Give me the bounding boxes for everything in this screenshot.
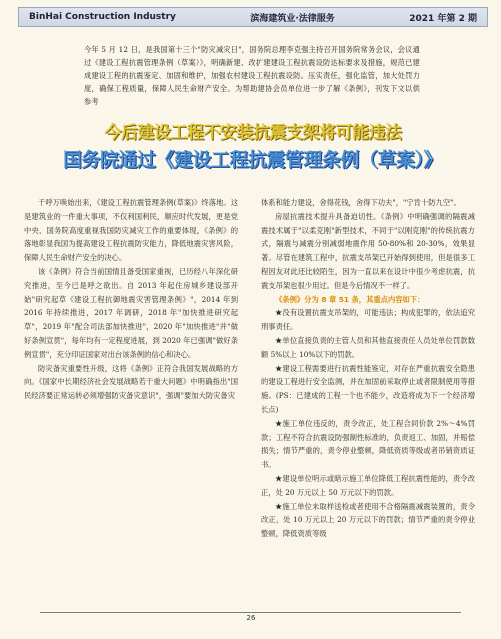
header-section-name: 滨海建筑业·法律服务 — [250, 13, 335, 24]
header-journal-name: BinHai Construction Industry — [29, 12, 176, 22]
page-header — [18, 7, 488, 27]
right-paragraph-3: ★没有设置抗震支吊架的，可能违法；构成犯罪的，依法追究刑事责任。 — [261, 308, 475, 332]
right-paragraph-2: 房屋抗震技术提升具备迫切性。《条例》中明确强调的隔震减震技术属于"以柔克刚"新型技术，不同于"以刚克刚"的传统抗震方式，隔震与减震分别减弱地震作用 50-80%和 20-30%，效果显著。尽管在建筑工程中，抗震支吊架已开始得到使用，但是很多工程因友对此还比较陌生，因为一直以来在设计中很少考虑抗震，抗震支吊架也很少用过。但是今后情况不一样了。 — [261, 211, 475, 290]
left-paragraph-3: 防灾备灾重要性升级，这将《条例》正符合我国发展战略的方向。《国家中长期经济社会发展战略若干重大问题》中明确指出"国民经济要正常运转必须增强防灾备灾意识"，强调"要加大防灾备灾 — [24, 363, 238, 401]
right-paragraph-4: ★单位直接负责的主管人员和其他直接责任人员处单位罚款数额 5%以上 10%以下的罚款。 — [261, 335, 475, 359]
right-paragraph-7: ★建设单位明示或暗示施工单位降低工程抗震性能的，责令改正，处 20 万元以上 50 万元以下的罚款。 — [261, 473, 475, 497]
right-paragraph-1: 体系和能力建设，舍得花钱，舍得下功夫"，"宁肯十防九空"。 — [261, 198, 461, 207]
right-paragraph-8: ★施工单位未取样送检或者使用不合格隔震减震装置的，责令改正，处 10 万元以上 20 万元以下的罚款；情节严重的责令停业整顿，降低资质等级 — [261, 501, 475, 539]
right-column — [261, 196, 475, 541]
header-issue: 2021 年第 2 期 — [409, 13, 477, 24]
intro-paragraph: 今年 5 月 12 日，是我国第十三个"防灾减灾日"，国务院总理李克强主持召开国务院常务会议，会议通过《建设工程抗震管理条例（草案）》，明确新建、改扩建建设工程抗震设防达标要求及措施，规范已建成建设工程的抗震鉴定、加固和维护，加强农村建设工程抗震设防。压实责任，强化监管，加大处罚力度，确保工程质量，保障人民生命财产安全。为帮助建协会员单位进一步了解《条例》，刊发下文以供参考 — [84, 45, 420, 106]
right-paragraph-5: ★建设工程需要进行抗震性能鉴定，对存在严重抗震安全隐患的建设工程进行安全监测，并在加固前采取停止或者限制使用等措施。(PS：已建成的工程一个也不能少，改造将成为下一个经济增长点) — [261, 363, 475, 414]
headline-secondary: 国务院通过《建设工程抗震管理条例（草案）》 — [62, 149, 442, 171]
right-paragraph-6: ★施工单位违反的，责令改正，处工程合同价款 2%～4%罚款；工程不符合抗震设防强制性标准的，负责返工、加固，并赔偿损失；情节严重的，责令停业整顿，降低资质等级或者吊销资质证书。 — [261, 418, 475, 470]
headline-primary: 今后建设工程不安装抗震支架将可能违法 — [104, 123, 402, 143]
footer-divider — [40, 612, 461, 613]
section-highlight: 《条例》分为 8 章 51 条，其重点内容如下： — [275, 294, 425, 304]
page-number: 26 — [246, 614, 256, 622]
left-column — [24, 196, 238, 403]
left-paragraph-2: 该《条例》符合当前国情且备受国家重视，已历经八年深化研究推进，至今已是呼之欲出。自 2013 年起住房城乡建设部开始"研究起草《建设工程抗御地震灾害管理条例》"，2014 年到 2016 年持续推进，2017 年调研，2018 年"加快推进研究起草"，2019 年"配合司法部加快推进"，2020 年"加快推进"并"做好条例宣贯"，每年均有一定程度进展，到 2020 年已强调"做好条例宣贯"，充分印证国家对出台该条例的信心和决心。 — [24, 266, 238, 359]
left-paragraph-1: 千呼万唤始出来，《建设工程抗震管理条例(草案)》终落地。这是建筑业的一件重大事项，不仅利国利民，顺应时代发展，更是党中央、国务院高度重视我国防灾减灾工作的重要体现，《条例》的落地彰显我国为提高建设工程抗震防灾能力，降低地震灾害风险，保障人民生命财产安全的决心。 — [24, 198, 238, 263]
